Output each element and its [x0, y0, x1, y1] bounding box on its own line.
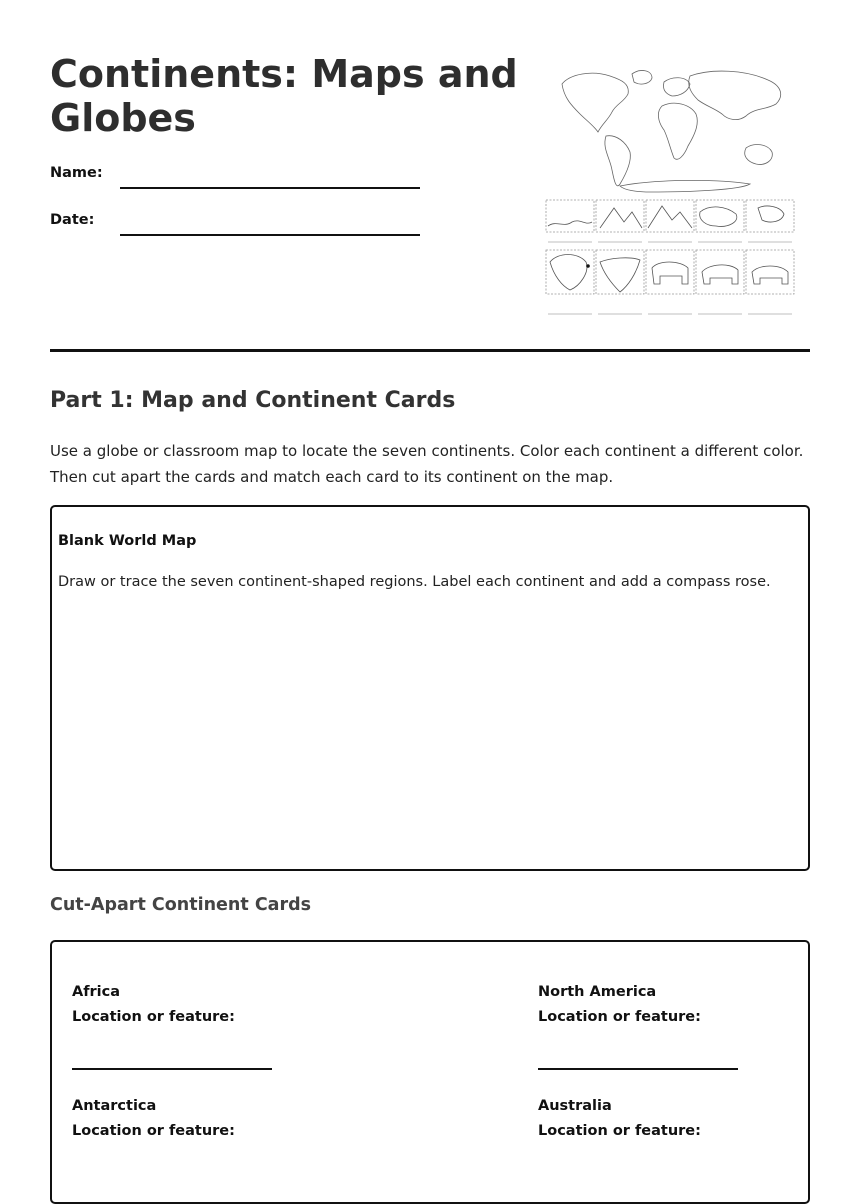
- waves-icon: [548, 221, 592, 226]
- cards-heading: Cut-Apart Continent Cards: [50, 895, 312, 915]
- card-continent-name: North America: [538, 984, 657, 1000]
- picture-cards-row-2: [546, 250, 794, 294]
- animal-icon: [752, 266, 788, 284]
- card-continent-name: Africa: [72, 984, 121, 1000]
- name-label: Name:: [50, 165, 103, 181]
- continent-card: [72, 1094, 332, 1144]
- wolf-icon: [702, 265, 738, 284]
- card-prompt: Location or feature:: [538, 1009, 701, 1025]
- part1-heading: Part 1: Map and Continent Cards: [50, 388, 456, 413]
- name-field[interactable]: [120, 187, 420, 189]
- continent-card: [72, 980, 332, 1070]
- part1-instructions: Use a globe or classroom map to locate the seven continents. Color each continent a different color. Then cut apart the cards and match each card to its continent on the map.: [50, 442, 804, 486]
- date-field[interactable]: [120, 234, 420, 236]
- map-box-title: Blank World Map: [58, 533, 197, 549]
- card-answer-line[interactable]: [538, 1068, 738, 1070]
- worksheet-thumbnail: [540, 62, 800, 324]
- map-box-description: Draw or trace the seven continent-shaped regions. Label each continent and add a compass rose.: [58, 574, 771, 590]
- globe-sketch-icon: [700, 207, 737, 226]
- continent-card: [538, 980, 798, 1070]
- island-icon: [758, 206, 784, 222]
- section-divider: [50, 349, 810, 352]
- card-prompt: Location or feature:: [72, 1009, 235, 1025]
- card-prompt: Location or feature:: [538, 1123, 701, 1139]
- mountains-icon: [600, 208, 642, 228]
- card-answer-line[interactable]: [72, 1068, 272, 1070]
- date-label: Date:: [50, 212, 95, 228]
- continent-card: [538, 1094, 798, 1144]
- worksheet-title: Continents: Maps and Globes: [50, 52, 518, 140]
- continent-shape-icon: [550, 255, 587, 291]
- card-continent-name: Antarctica: [72, 1098, 157, 1114]
- peninsula-icon: [600, 258, 640, 292]
- continent-cards-box: [50, 940, 810, 1204]
- bison-icon: [652, 262, 688, 284]
- card-prompt: Location or feature:: [72, 1123, 235, 1139]
- card-continent-name: Australia: [538, 1098, 612, 1114]
- blank-world-map-box[interactable]: [50, 505, 810, 871]
- mountain-peak-icon: [648, 206, 692, 228]
- world-map-outline-icon: [562, 71, 781, 192]
- picture-cards-row-1: [546, 200, 794, 232]
